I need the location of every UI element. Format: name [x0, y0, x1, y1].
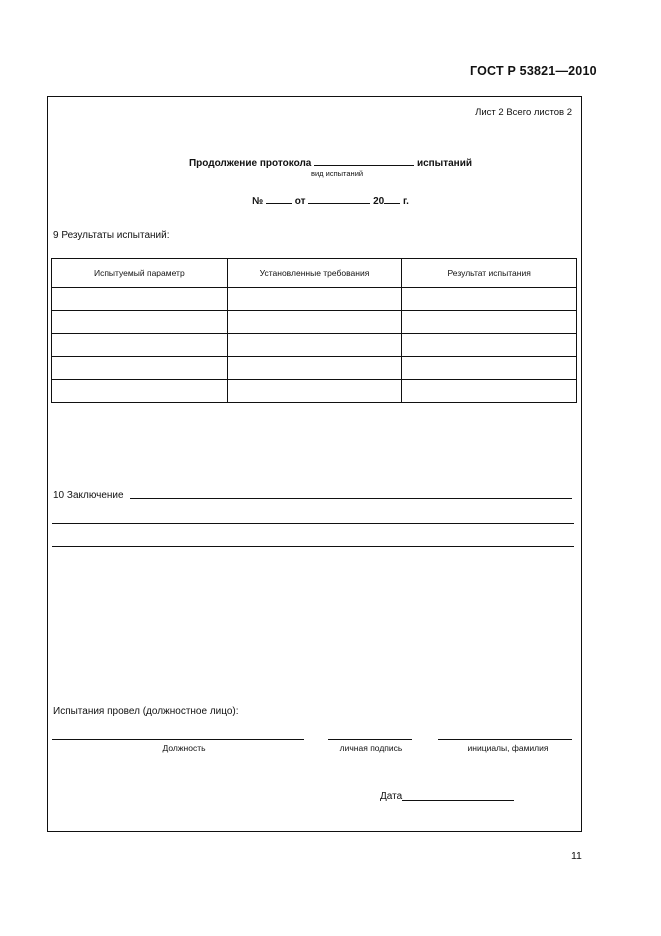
table-header-row — [52, 259, 577, 288]
test-type-blank — [314, 155, 414, 166]
protocol-title — [0, 155, 661, 169]
from-label: от — [294, 196, 306, 207]
column-header: Установленные требования — [227, 259, 402, 288]
table-cell — [227, 311, 402, 334]
section-10-heading: 10 Заключение — [53, 490, 124, 501]
results-table — [51, 258, 577, 403]
table-cell — [227, 357, 402, 380]
standard-number: ГОСТ Р 53821—2010 — [470, 64, 597, 78]
date-blank — [308, 193, 370, 204]
signature-line — [328, 739, 412, 740]
year-label: 20 — [373, 196, 385, 207]
protocol-number-line — [0, 193, 661, 207]
table-cell — [227, 288, 402, 311]
table-cell — [52, 334, 228, 357]
table-row — [52, 380, 577, 403]
table-cell — [402, 334, 577, 357]
table-cell — [52, 380, 228, 403]
name-caption: инициалы, фамилия — [467, 743, 549, 753]
number-blank — [266, 193, 292, 204]
table-cell — [52, 357, 228, 380]
column-header: Испытуемый параметр — [52, 259, 228, 288]
position-caption: Должность — [162, 743, 206, 753]
table-cell — [402, 288, 577, 311]
section-9-heading: 9 Результаты испытаний: — [53, 230, 170, 241]
table-cell — [402, 357, 577, 380]
column-header: Результат испытания — [402, 259, 577, 288]
position-line — [52, 739, 304, 740]
table-cell — [52, 311, 228, 334]
table-cell — [52, 288, 228, 311]
table-row — [52, 334, 577, 357]
year-blank — [384, 193, 400, 204]
conclusion-line-1 — [130, 498, 572, 499]
sheet-info: Лист 2 Всего листов 2 — [475, 107, 572, 118]
table-row — [52, 311, 577, 334]
table-cell — [402, 380, 577, 403]
table-cell — [227, 380, 402, 403]
date-label: Дата — [380, 791, 403, 802]
table-cell — [402, 311, 577, 334]
tested-by-label: Испытания провел (должностное лицо): — [53, 706, 239, 717]
page-number: 11 — [571, 850, 582, 862]
name-line — [438, 739, 572, 740]
conclusion-line-3 — [52, 546, 574, 547]
signature-caption: личная подпись — [339, 743, 403, 753]
year-suffix: г. — [403, 196, 409, 207]
table-cell — [227, 334, 402, 357]
table-row — [52, 288, 577, 311]
test-type-caption: вид испытаний — [311, 169, 364, 178]
title-prefix: Продолжение протокола — [188, 158, 312, 169]
date-line — [402, 800, 514, 801]
table-row — [52, 357, 577, 380]
conclusion-line-2 — [52, 523, 574, 524]
title-suffix: испытаний — [416, 158, 473, 169]
number-label: № — [252, 196, 264, 207]
